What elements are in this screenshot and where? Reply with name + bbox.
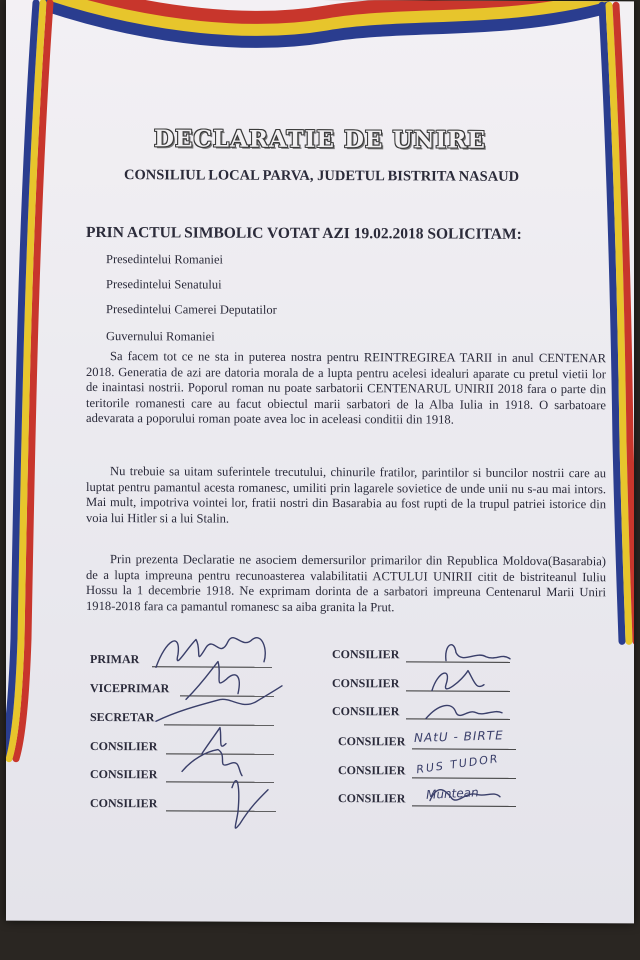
signatory-label-consilier: CONSILIER [90,766,158,782]
signatory-label-consilier: CONSILIER [338,734,406,749]
paragraph-3 [86,552,606,617]
intro-heading: PRIN ACTUL SIMBOLIC VOTAT AZI 19.02.2018 SOLICITAM: [86,223,522,243]
paragraph-1 [86,349,606,429]
document-title: DECLARATIE DE UNIRE [154,125,486,154]
handwritten-name: RUS TUDOR [415,752,501,777]
signatory-label-consilier: CONSILIER [332,704,400,719]
signatory-label-secretar: SECRETAR [90,709,155,725]
addressee-item: Presedintelui Romaniei [106,252,223,267]
paragraph-text: Sa facem tot ce ne sta in puterea nostra pentru REINTREGIREA TARII in anul CENTENAR 2018. Generatia de azi are datoria morala de a lupta pentru acelesi idealuri aparate cu pretul vietii lor de inaintasi nostrii. Poporul roman nu poate sarbatorii CENTENARUL UNIRII 2018 fara o parte din teritorile romanesti care au facut obiectul marii sarbatori de la Alba Iulia in 1918. O sarbatoare adevarata a poporului roman poate avea loc in aceleasi conditii din 1918. [86,349,606,427]
addressee-item: Presedintelui Senatului [106,277,222,292]
document-subtitle: CONSILIUL LOCAL PARVA, JUDETUL BISTRITA NASAUD [124,167,520,185]
signatory-label-consilier: CONSILIER [332,676,400,691]
addressee-item: Presedintelui Camerei Deputatilor [106,302,277,317]
declaration-sheet [6,0,634,923]
signatory-label-consilier: CONSILIER [90,738,158,754]
signatory-label-consilier: CONSILIER [332,647,400,662]
signatory-label-consilier: CONSILIER [338,791,406,806]
signatory-label-primar: PRIMAR [90,651,140,667]
addressee-item: Guvernului Romaniei [106,329,215,344]
signatory-label-consilier: CONSILIER [90,795,158,811]
paragraph-text: Prin prezenta Declaratie ne asociem demersurilor primarilor din Republica Moldova(Basarabia) de a lupta impreuna pentru recunoasterea valabilitatii ACTULUI UNIRII citit de bistriteanul Iuliu Hossu la 1 decembrie 1918. Ne exprimam dorinta de a sarbatori impreuna Centenarul Marii Uniri 1918-2018 fara ca pamantul romanesc sa aiba granita la Prut. [86,552,606,615]
signatory-label-consilier: CONSILIER [338,763,406,778]
handwritten-name: NAtU - BIRTE [413,728,504,745]
signatory-label-viceprimar: VICEPRIMAR [90,680,170,696]
paragraph-2 [86,464,606,529]
handwritten-name: Muntean [425,785,479,802]
paragraph-text: Nu trebuie sa uitam suferintele trecutului, chinurile fratilor, parintilor si buncilor nostrii care au luptat pentru pamantul acesta romanesc, umiliti prin lagarele sovietice de unde unii nu s-au mai intors. Mai mult, impotriva vointei lor, fratii nostri din Basarabia au fost rupti de la trupul patriei istorice din voia lui Hitler si a lui Stalin. [86,464,606,526]
